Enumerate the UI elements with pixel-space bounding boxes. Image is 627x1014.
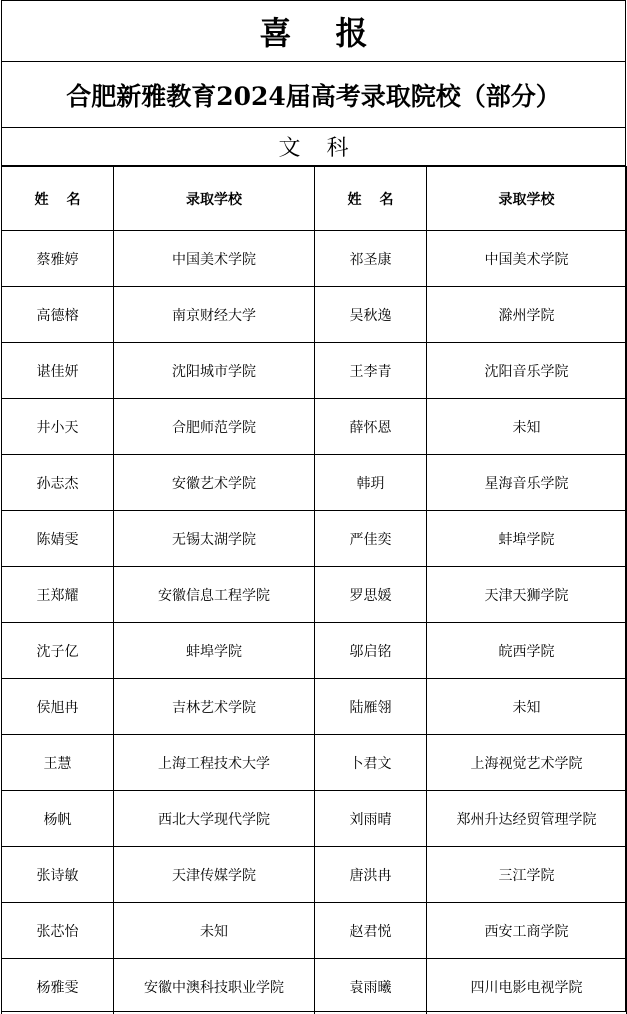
table-row — [2, 567, 627, 623]
table-row — [2, 959, 627, 1014]
student-name: 薛怀恩 — [315, 399, 427, 455]
school-name: 安徽艺术学院 — [114, 455, 315, 511]
school-name: 中国美术学院 — [114, 231, 315, 287]
student-name: 韩玥 — [315, 455, 427, 511]
student-name: 高德榕 — [2, 287, 114, 343]
student-name: 井小天 — [2, 399, 114, 455]
table-header-row — [2, 167, 627, 231]
school-name: 四川电影电视学院 — [427, 959, 627, 1014]
student-name: 唐洪冉 — [315, 847, 427, 903]
school-name: 沈阳城市学院 — [114, 343, 315, 399]
school-name: 安徽中澳科技职业学院 — [114, 959, 315, 1014]
student-name: 袁雨曦 — [315, 959, 427, 1014]
student-name: 严佳奕 — [315, 511, 427, 567]
school-name: 上海工程技术大学 — [114, 735, 315, 791]
admission-notice-sheet — [1, 0, 626, 1012]
school-name: 三江学院 — [427, 847, 627, 903]
table-row — [2, 903, 627, 959]
table-row — [2, 399, 627, 455]
school-name: 合肥师范学院 — [114, 399, 315, 455]
student-name: 陆雁翎 — [315, 679, 427, 735]
student-name: 侯旭冉 — [2, 679, 114, 735]
table-row — [2, 791, 627, 847]
header-school-left: 录取学校 — [114, 167, 315, 231]
school-name: 安徽信息工程学院 — [114, 567, 315, 623]
notice-subtitle: 合肥新雅教育2024届高考录取院校（部分） — [2, 62, 625, 128]
table-row — [2, 679, 627, 735]
header-name-right — [315, 167, 427, 231]
header-name-char-1: 姓 — [348, 192, 362, 208]
school-name: 蚌埠学院 — [114, 623, 315, 679]
title-char-2: 报 — [336, 8, 368, 54]
table-row — [2, 343, 627, 399]
school-name: 未知 — [427, 399, 627, 455]
student-name: 王慧 — [2, 735, 114, 791]
school-name: 未知 — [427, 679, 627, 735]
school-name: 西安工商学院 — [427, 903, 627, 959]
title-char-1: 喜 — [259, 8, 291, 54]
student-name: 罗思媛 — [315, 567, 427, 623]
student-name: 蔡雅婷 — [2, 231, 114, 287]
school-name: 沈阳音乐学院 — [427, 343, 627, 399]
student-name: 王郑耀 — [2, 567, 114, 623]
student-name: 孙志杰 — [2, 455, 114, 511]
student-name: 刘雨晴 — [315, 791, 427, 847]
student-name: 王李青 — [315, 343, 427, 399]
header-school-right: 录取学校 — [427, 167, 627, 231]
student-name: 赵君悦 — [315, 903, 427, 959]
student-name: 张诗敏 — [2, 847, 114, 903]
school-name: 未知 — [114, 903, 315, 959]
section-char-1: 文 — [278, 131, 300, 162]
school-name: 蚌埠学院 — [427, 511, 627, 567]
student-name: 陈婧雯 — [2, 511, 114, 567]
school-name: 皖西学院 — [427, 623, 627, 679]
table-row — [2, 623, 627, 679]
school-name: 上海视觉艺术学院 — [427, 735, 627, 791]
student-name: 杨雅雯 — [2, 959, 114, 1014]
table-row — [2, 511, 627, 567]
header-name-char-2: 名 — [380, 192, 394, 208]
table-row — [2, 735, 627, 791]
header-name-char-2: 名 — [67, 192, 81, 208]
admission-table — [1, 166, 627, 1014]
table-row — [2, 455, 627, 511]
school-name: 中国美术学院 — [427, 231, 627, 287]
notice-title — [2, 1, 625, 62]
school-name: 西北大学现代学院 — [114, 791, 315, 847]
student-name: 祁圣康 — [315, 231, 427, 287]
header-name-left — [2, 167, 114, 231]
student-name: 吴秋逸 — [315, 287, 427, 343]
school-name: 天津传媒学院 — [114, 847, 315, 903]
student-name: 杨帆 — [2, 791, 114, 847]
school-name: 天津天狮学院 — [427, 567, 627, 623]
school-name: 郑州升达经贸管理学院 — [427, 791, 627, 847]
student-name: 邬启铭 — [315, 623, 427, 679]
section-heading — [2, 128, 625, 166]
school-name: 南京财经大学 — [114, 287, 315, 343]
student-name: 谌佳妍 — [2, 343, 114, 399]
header-name-char-1: 姓 — [35, 192, 49, 208]
student-name: 沈子亿 — [2, 623, 114, 679]
student-name: 张芯怡 — [2, 903, 114, 959]
table-row — [2, 231, 627, 287]
school-name: 滁州学院 — [427, 287, 627, 343]
school-name: 星海音乐学院 — [427, 455, 627, 511]
section-char-2: 科 — [327, 131, 349, 162]
table-row — [2, 287, 627, 343]
table-row — [2, 847, 627, 903]
student-name: 卜君文 — [315, 735, 427, 791]
school-name: 无锡太湖学院 — [114, 511, 315, 567]
school-name: 吉林艺术学院 — [114, 679, 315, 735]
